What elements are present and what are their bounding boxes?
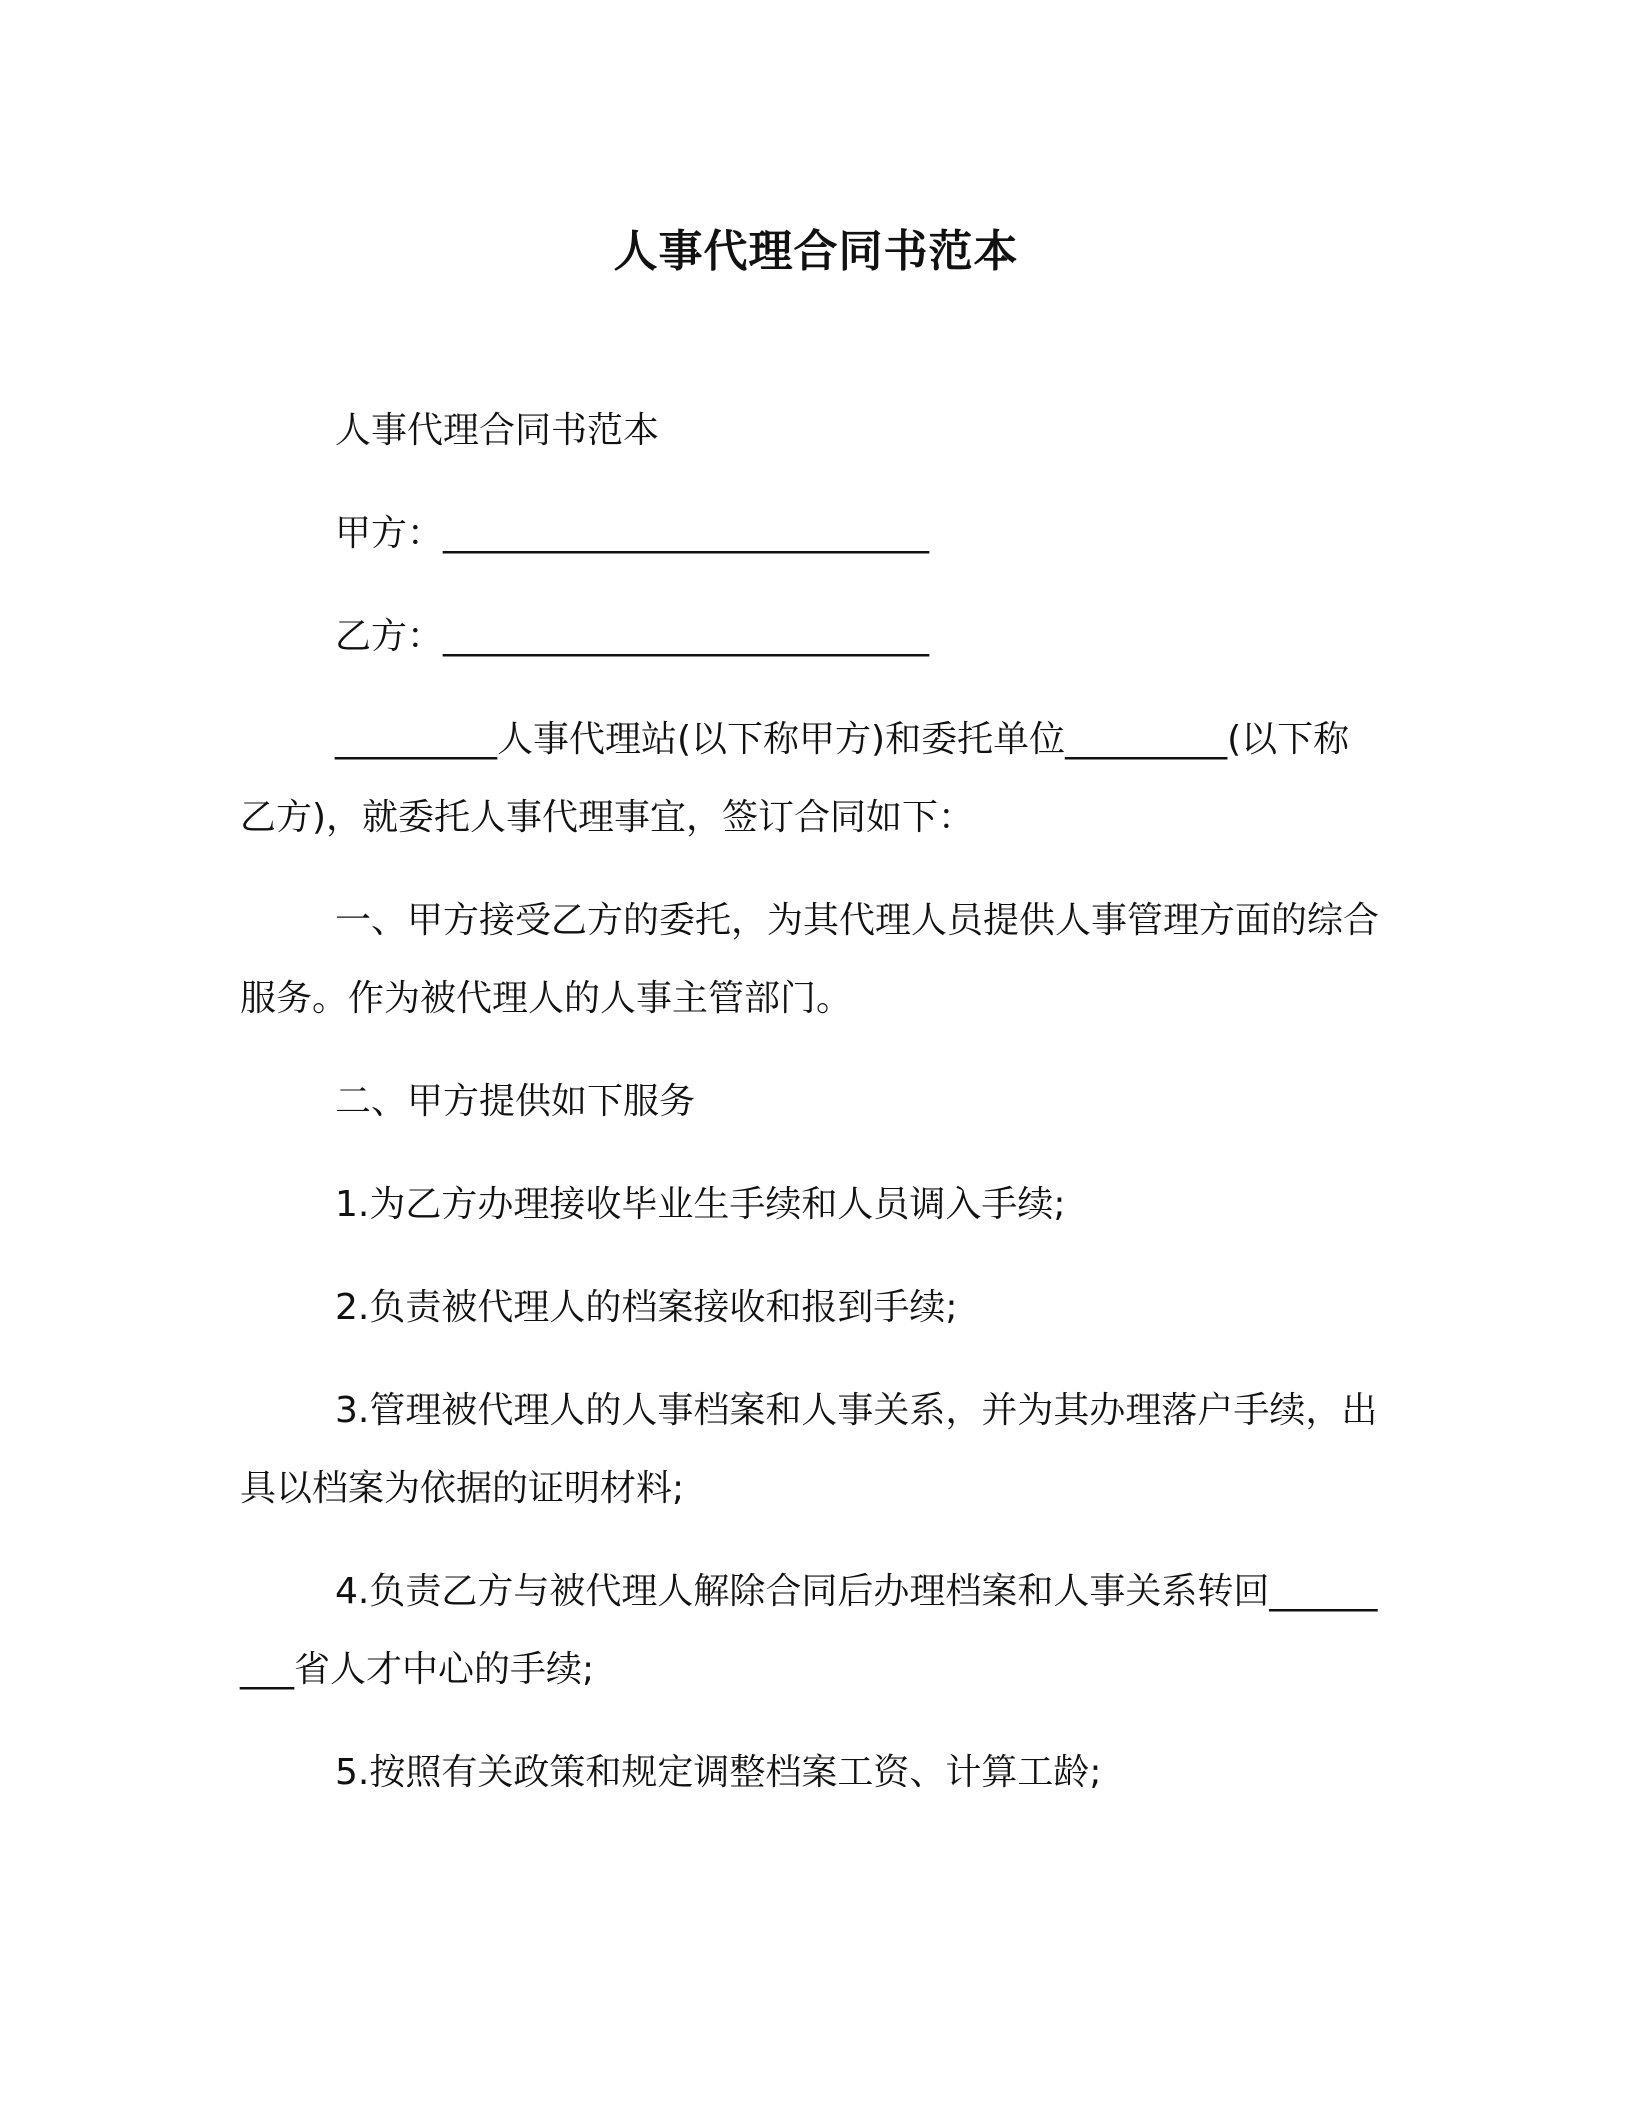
paragraph-party-b: 乙方：___________________________ [335, 616, 930, 657]
paragraph-clause-1: 一、甲方接受乙方的委托，为其代理人员提供人事管理方面的综合服务。作为被代理人的人事主管部门。 [240, 900, 1380, 1019]
paragraph-item-5: 5.按照有关政策和规定调整档案工资、计算工龄; [335, 1752, 1102, 1793]
paragraph-item-4: 4.负责乙方与被代理人解除合同后办理档案和人事关系转回_________省人才中心的手续; [240, 1571, 1378, 1690]
paragraph-clause-2: 二、甲方提供如下服务 [335, 1081, 696, 1122]
paragraph-heading: 人事代理合同书范本 [335, 410, 660, 451]
paragraph-item-2: 2.负责被代理人的档案接收和报到手续; [335, 1287, 958, 1328]
paragraph-item-1: 1.为乙方办理接收毕业生手续和人员调入手续; [335, 1184, 1066, 1225]
paragraph-party-a: 甲方：___________________________ [335, 513, 930, 554]
paragraph-item-3: 3.管理被代理人的人事档案和人事关系，并为其办理落户手续，出具以档案为依据的证明材料; [240, 1390, 1378, 1509]
document-title: 人事代理合同书范本 [613, 226, 1019, 277]
paragraph-intro: _________人事代理站(以下称甲方)和委托单位_________(以下称乙方)，就委托人事代理事宜，签订合同如下： [240, 719, 1350, 838]
document-body [240, 392, 1380, 1837]
